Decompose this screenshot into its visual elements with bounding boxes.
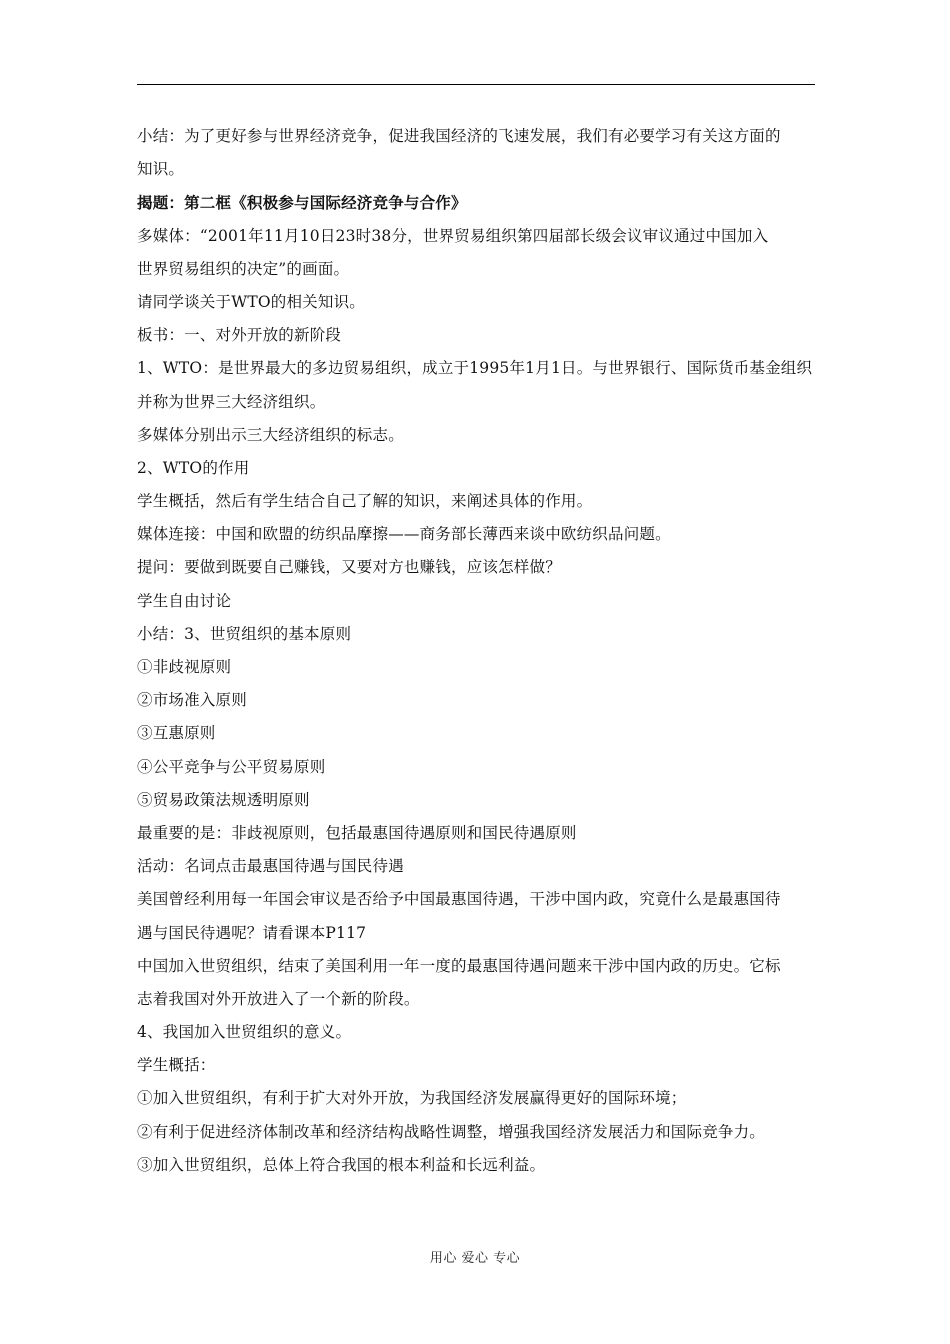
text-line: 提问：要做到既要自己赚钱，又要对方也赚钱，应该怎样做？ bbox=[137, 558, 561, 577]
text-line: ③加入世贸组织，总体上符合我国的根本利益和长远利益。 bbox=[137, 1155, 546, 1174]
text-line: 知识。 bbox=[137, 160, 185, 179]
text-line: 1、WTO：是世界最大的多边贸易组织，成立于1995年1月1日。与世界银行、国际货币基金组织 bbox=[137, 359, 813, 378]
text-line: 小结：为了更好参与世界经济竞争，促进我国经济的飞速发展，我们有必要学习有关这方面的 bbox=[137, 127, 781, 145]
text-line: 小结：3、世贸组织的基本原则 bbox=[137, 624, 352, 643]
text-line: 2、WTO的作用 bbox=[137, 458, 250, 477]
text-line: 多媒体分别出示三大经济组织的标志。 bbox=[137, 425, 404, 444]
text-line: 世界贸易组织的决定”的画面。 bbox=[137, 259, 350, 278]
text-line: ①非歧视原则 bbox=[137, 658, 232, 676]
text-line: 学生自由讨论 bbox=[137, 591, 232, 610]
document-body bbox=[137, 120, 817, 1182]
text-line: 并称为世界三大经济组织。 bbox=[137, 392, 326, 411]
text-line: 多媒体：“2001年11月10日23时38分，世界贸易组织第四届部长级会议审议通过中国加入 bbox=[137, 226, 769, 245]
text-line: ⑤贸易政策法规透明原则 bbox=[137, 790, 310, 809]
text-line: 4、我国加入世贸组织的意义。 bbox=[137, 1023, 352, 1042]
text-line: 学生概括： bbox=[137, 1056, 216, 1075]
header-rule bbox=[137, 84, 815, 85]
text-line: 活动：名词点击最惠国待遇与国民待遇 bbox=[137, 857, 404, 876]
text-line: ②有利于促进经济体制改革和经济结构战略性调整，增强我国经济发展活力和国际竞争力。 bbox=[137, 1122, 766, 1141]
text-line: 学生概括，然后有学生结合自己了解的知识，来阐述具体的作用。 bbox=[137, 492, 593, 511]
text-line: ③互惠原则 bbox=[137, 724, 216, 743]
text-line: 中国加入世贸组织，结束了美国利用一年一度的最惠国待遇问题来干涉中国内政的历史。它标 bbox=[137, 956, 781, 975]
page-footer: 用心 爱心 专心 bbox=[429, 1251, 521, 1266]
text-line: 最重要的是：非歧视原则，包括最惠国待遇原则和国民待遇原则 bbox=[137, 823, 577, 842]
text-line: 美国曾经利用每一年国会审议是否给予中国最惠国待遇，干涉中国内政，究竟什么是最惠国待 bbox=[137, 890, 781, 909]
text-line: ①加入世贸组织，有利于扩大对外开放，为我国经济发展赢得更好的国际环境； bbox=[137, 1089, 687, 1108]
text-line: 志着我国对外开放进入了一个新的阶段。 bbox=[137, 989, 420, 1008]
text-line: ②市场准入原则 bbox=[137, 691, 247, 710]
lesson-heading: 揭题：第二框《积极参与国际经济竞争与合作》 bbox=[137, 193, 467, 213]
text-line: 请同学谈关于WTO的相关知识。 bbox=[137, 292, 365, 311]
text-line: 板书：一、对外开放的新阶段 bbox=[137, 326, 342, 345]
text-line: 遇与国民待遇呢？请看课本P117 bbox=[137, 923, 367, 942]
text-line: ④公平竞争与公平贸易原则 bbox=[137, 757, 326, 776]
text-line: 媒体连接：中国和欧盟的纺织品摩擦——商务部长薄西来谈中欧纺织品问题。 bbox=[137, 525, 671, 544]
